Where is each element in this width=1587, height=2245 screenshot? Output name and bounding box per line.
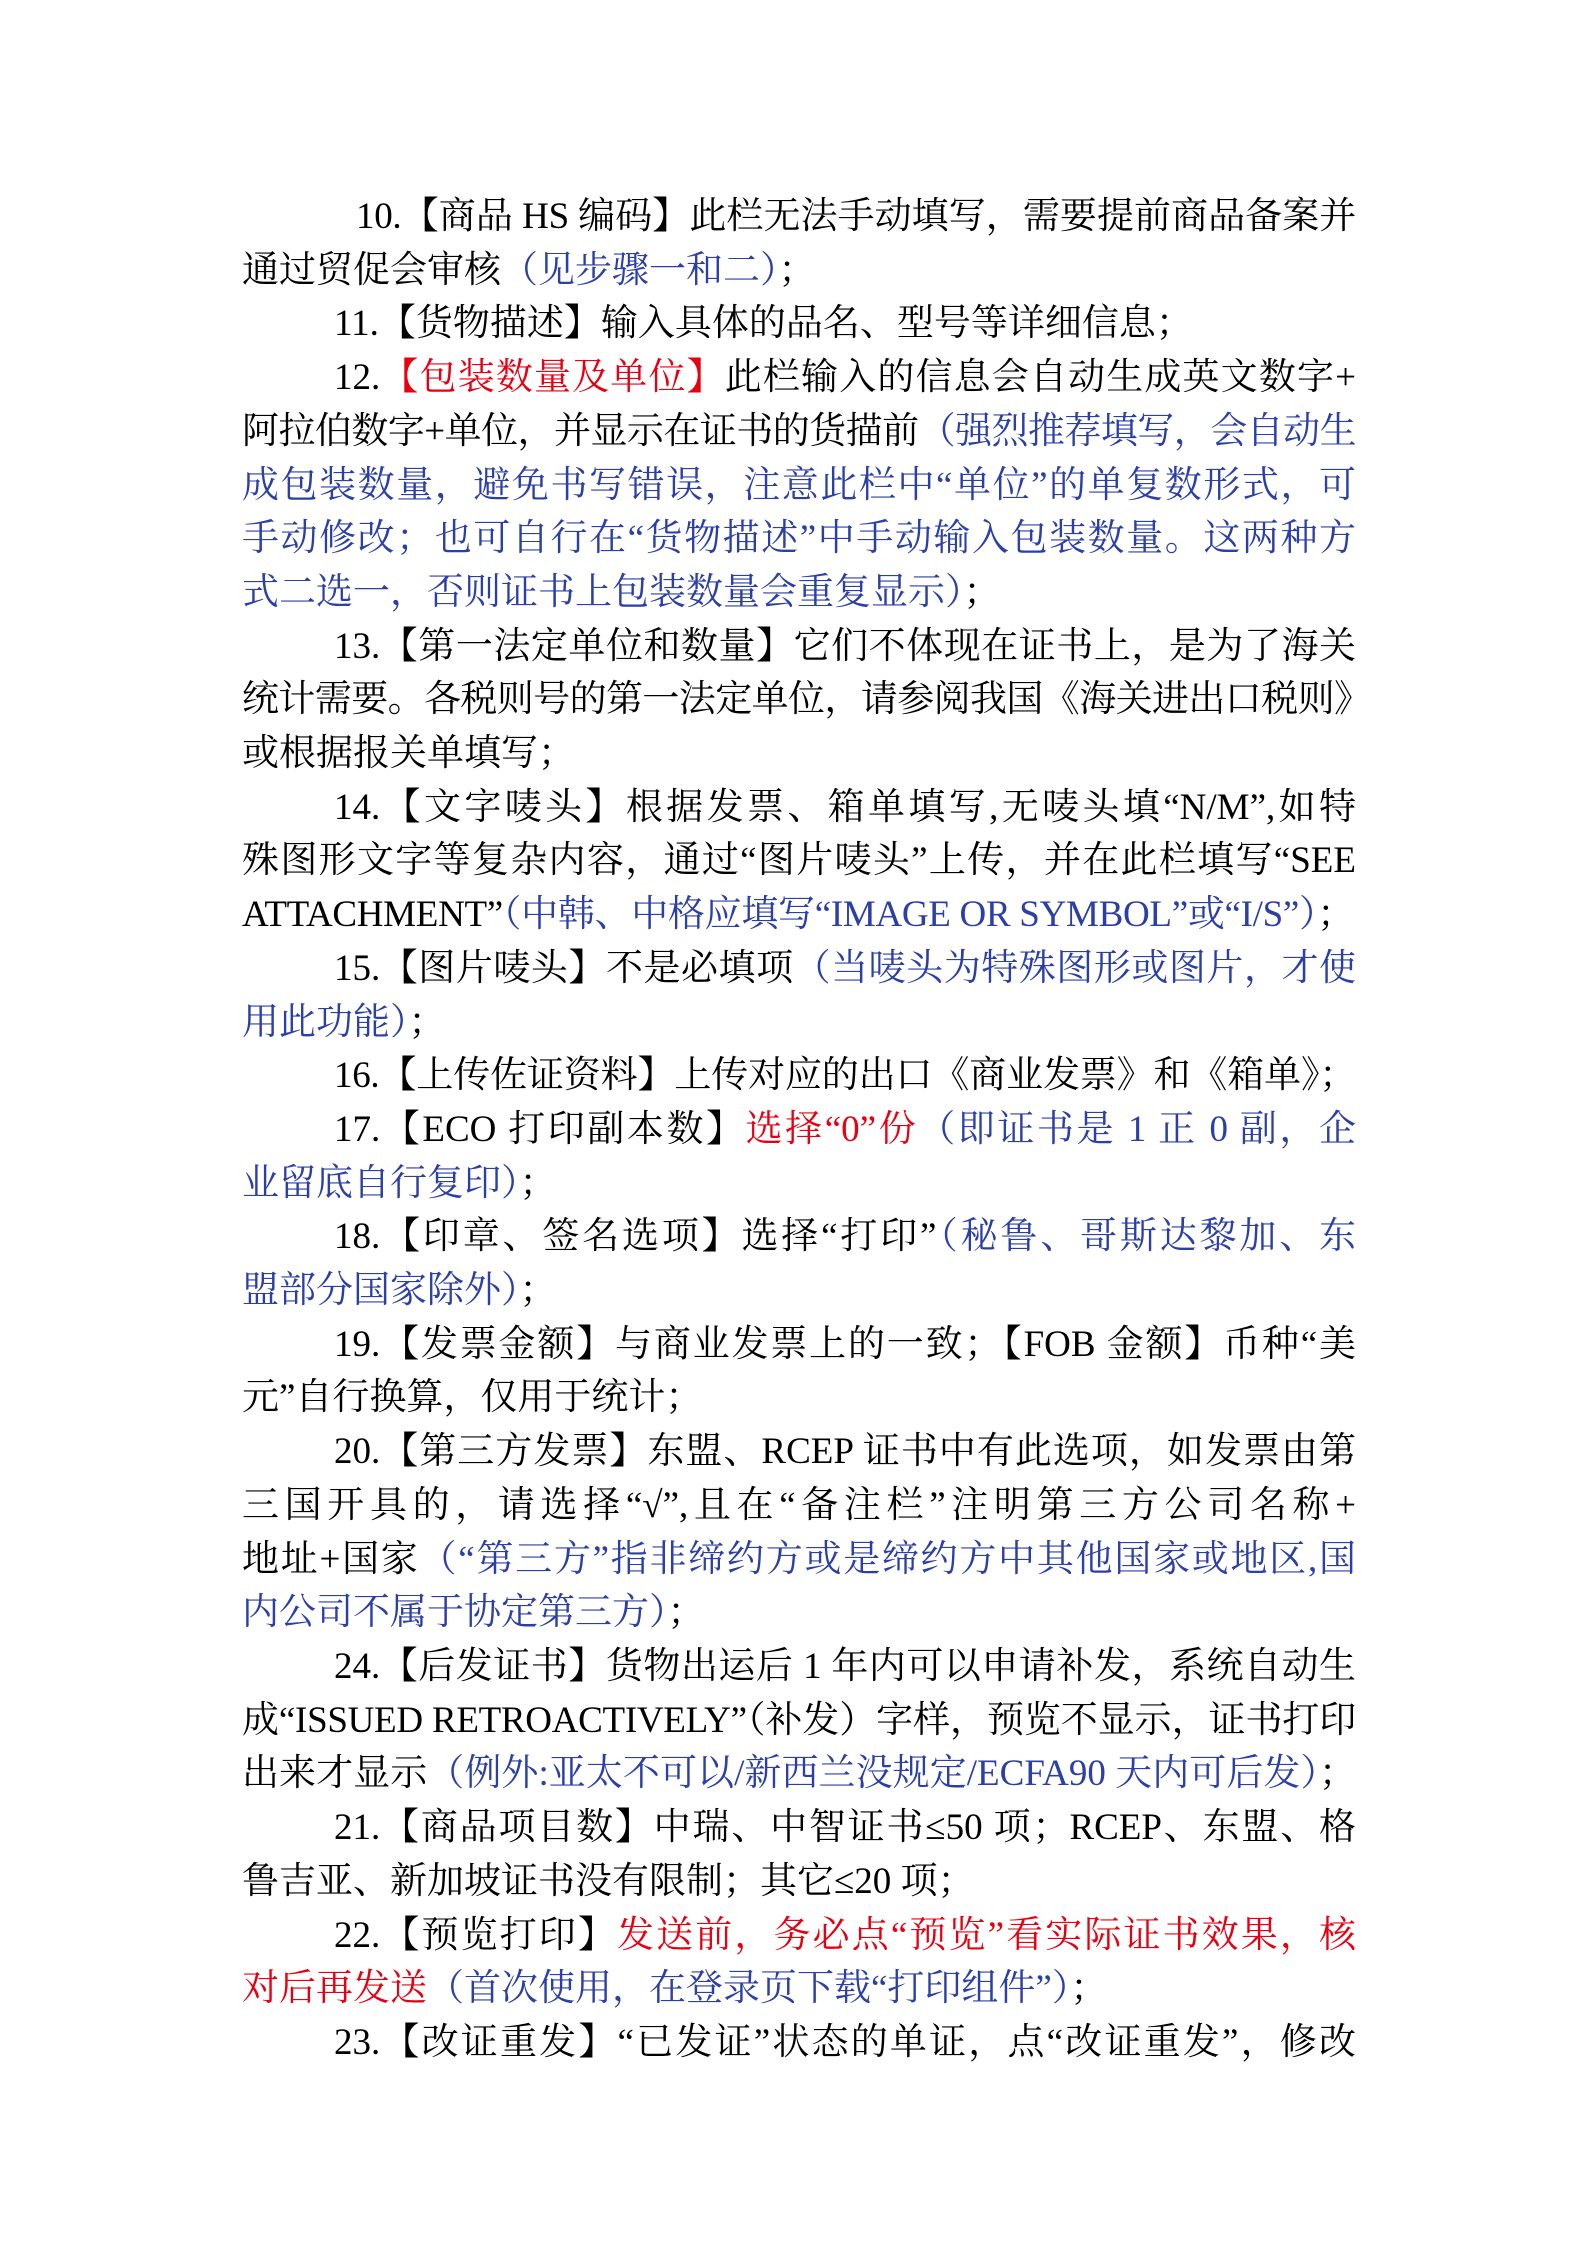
body-text: ； bbox=[519, 1162, 557, 1204]
body-text: ； bbox=[963, 571, 1001, 613]
instruction-item-15 bbox=[242, 942, 1356, 1049]
text-line bbox=[242, 2016, 1356, 2070]
instruction-item-22 bbox=[242, 1909, 1356, 2016]
note-text: 成包装数量，避免书写错误，注意此栏中“单位”的单复数形式，可 bbox=[242, 464, 1356, 506]
body-text: 阿拉伯数字+单位，并显示在证书的货描前 bbox=[242, 410, 919, 452]
text-line bbox=[242, 512, 1356, 566]
note-text: （当唛头为特殊图形或图片，才使 bbox=[793, 947, 1357, 989]
body-text: 地址+国家 bbox=[242, 1538, 420, 1580]
body-text: 10.【商品 HS 编码】此栏无法手动填写，需要提前商品备案并 bbox=[356, 196, 1356, 237]
note-text: 式二选一，否则证书上包装数量会重复显示） bbox=[242, 571, 964, 613]
text-line bbox=[242, 1371, 1356, 1425]
text-line bbox=[242, 1210, 1356, 1264]
text-line bbox=[242, 1049, 1356, 1103]
note-text: 用此功能） bbox=[242, 1001, 409, 1043]
text-line bbox=[242, 1425, 1356, 1479]
warning-text: 发送前，务必点“预览”看实际证书效果，核 bbox=[617, 1914, 1357, 1956]
text-line bbox=[242, 1586, 1356, 1640]
note-text: （首次使用，在登录页下载“打印组件”） bbox=[427, 1968, 1071, 2010]
instruction-item-13 bbox=[242, 620, 1371, 781]
body-text: ； bbox=[1317, 894, 1354, 936]
document-page bbox=[242, 190, 1371, 2070]
note-text: （强烈推荐填写，会自动生 bbox=[918, 410, 1356, 452]
text-line bbox=[242, 673, 1371, 727]
text-line bbox=[242, 1318, 1356, 1372]
text-line bbox=[242, 888, 1356, 942]
text-line bbox=[242, 942, 1356, 996]
warning-text: 选择“0”份 bbox=[745, 1108, 919, 1150]
warning-text: 对后再发送 bbox=[242, 1968, 427, 2010]
text-line bbox=[242, 781, 1356, 835]
note-text: （例外:亚太不可以/新西兰没规定/ECFA90 天内可后发） bbox=[427, 1753, 1320, 1795]
note-text: （即证书是 1 正 0 副，企 bbox=[918, 1108, 1356, 1150]
body-text: ； bbox=[667, 1592, 705, 1634]
text-line bbox=[242, 1962, 1356, 2016]
body-text: 14.【文字唛头】根据发票、箱单填写,无唛头填“N/M”,如特 bbox=[334, 786, 1356, 828]
instruction-item-10 bbox=[242, 190, 1356, 297]
body-text: 鲁吉亚、新加坡证书没有限制；其它≤20 项； bbox=[242, 1860, 975, 1902]
note-text: （中韩、中格应填写“IMAGE OR SYMBOL”或“I/S”） bbox=[502, 894, 1318, 936]
body-text: ； bbox=[778, 249, 816, 291]
note-text: （“第三方”指非缔约方或是缔约方中其他国家或地区,国 bbox=[419, 1538, 1356, 1580]
body-text: ； bbox=[408, 1001, 446, 1043]
instruction-item-24 bbox=[242, 1640, 1356, 1801]
body-text: ATTACHMENT” bbox=[242, 894, 503, 936]
text-line bbox=[242, 996, 1356, 1050]
body-text: 24.【后发证书】货物出运后 1 年内可以申请补发，系统自动生 bbox=[334, 1645, 1356, 1687]
note-text: 盟部分国家除外） bbox=[242, 1270, 520, 1312]
instruction-item-21 bbox=[242, 1801, 1356, 1908]
body-text: 出来才显示 bbox=[242, 1753, 428, 1795]
text-line bbox=[242, 244, 1356, 298]
instruction-item-12 bbox=[242, 351, 1356, 620]
instruction-item-11 bbox=[242, 297, 1356, 351]
text-line bbox=[242, 351, 1356, 405]
text-line bbox=[242, 727, 1356, 781]
text-line bbox=[242, 1747, 1356, 1801]
body-text: 11.【货物描述】输入具体的品名、型号等详细信息； bbox=[334, 303, 1193, 345]
body-text: 或根据报关单填写； bbox=[242, 733, 575, 775]
body-text: 殊图形文字等复杂内容，通过“图片唛头”上传，并在此栏填写“SEE bbox=[242, 840, 1356, 882]
body-text: 元”自行换算，仅用于统计； bbox=[242, 1377, 703, 1419]
note-text: 内公司不属于协定第三方） bbox=[242, 1592, 668, 1634]
text-line bbox=[242, 1694, 1356, 1748]
note-text: 手动修改；也可自行在“货物描述”中手动输入包装数量。这两种方 bbox=[242, 518, 1356, 560]
body-text: 22.【预览打印】 bbox=[334, 1914, 618, 1956]
instruction-item-19 bbox=[242, 1318, 1356, 1425]
body-text: 13.【第一法定单位和数量】它们不体现在证书上，是为了海关 bbox=[334, 625, 1356, 667]
body-text: 16.【上传佐证资料】上传对应的出口《商业发票》和《箱单》； bbox=[334, 1055, 1356, 1097]
body-text: ； bbox=[1319, 1753, 1357, 1795]
instruction-item-16 bbox=[242, 1049, 1356, 1103]
body-text: 三国开具的，请选择“√”,且在“备注栏”注明第三方公司名称+ bbox=[242, 1484, 1356, 1526]
text-line bbox=[242, 1640, 1356, 1694]
instruction-item-14 bbox=[242, 781, 1356, 942]
body-text: ； bbox=[1070, 1968, 1108, 2010]
body-text: 通过贸促会审核 bbox=[242, 249, 501, 291]
text-line bbox=[242, 1533, 1356, 1587]
text-line bbox=[242, 405, 1356, 459]
text-line bbox=[242, 1909, 1356, 1963]
body-text: 21.【商品项目数】中瑞、中智证书≤50 项；RCEP、东盟、格 bbox=[334, 1807, 1356, 1849]
body-text: 统计需要。各税则号的第一法定单位，请参阅我国《海关进出口税则》 bbox=[242, 679, 1371, 721]
body-text: 此栏输入的信息会自动生成英文数字+ bbox=[724, 357, 1357, 399]
body-text: 18.【印章、签名选项】选择“打印” bbox=[334, 1216, 937, 1258]
note-text: （秘鲁、哥斯达黎加、东 bbox=[936, 1216, 1356, 1258]
body-text: 成“ISSUED RETROACTIVELY”（补发）字样，预览不显示，证书打印 bbox=[242, 1699, 1356, 1741]
instruction-item-18 bbox=[242, 1210, 1356, 1317]
text-line bbox=[242, 1103, 1356, 1157]
text-line bbox=[242, 1479, 1356, 1533]
note-text: 业留底自行复印） bbox=[242, 1162, 520, 1204]
body-text: ； bbox=[519, 1270, 557, 1312]
instruction-item-17 bbox=[242, 1103, 1356, 1210]
text-line bbox=[242, 566, 1356, 620]
text-line bbox=[242, 1855, 1356, 1909]
body-text: 23.【改证重发】“已发证”状态的单证，点“改证重发”，修改 bbox=[334, 2021, 1356, 2063]
body-text: 12. bbox=[334, 357, 381, 399]
text-line bbox=[242, 1801, 1356, 1855]
text-line bbox=[242, 459, 1356, 513]
text-line bbox=[242, 190, 1356, 244]
note-text: （见步骤一和二） bbox=[501, 249, 779, 291]
text-line bbox=[242, 834, 1356, 888]
text-line bbox=[242, 620, 1356, 674]
body-text: 15.【图片唛头】不是必填项 bbox=[334, 947, 794, 989]
text-line bbox=[242, 1157, 1356, 1211]
warning-text: 【包装数量及单位】 bbox=[380, 357, 725, 399]
instruction-item-23 bbox=[242, 2016, 1356, 2070]
body-text: 20.【第三方发票】东盟、RCEP 证书中有此选项，如发票由第 bbox=[334, 1431, 1356, 1473]
body-text: 19.【发票金额】与商业发票上的一致；【FOB 金额】币种“美 bbox=[334, 1323, 1356, 1365]
body-text: 17.【ECO 打印副本数】 bbox=[334, 1108, 746, 1150]
text-line bbox=[242, 1264, 1356, 1318]
text-line bbox=[242, 297, 1356, 351]
instruction-item-20 bbox=[242, 1425, 1356, 1640]
